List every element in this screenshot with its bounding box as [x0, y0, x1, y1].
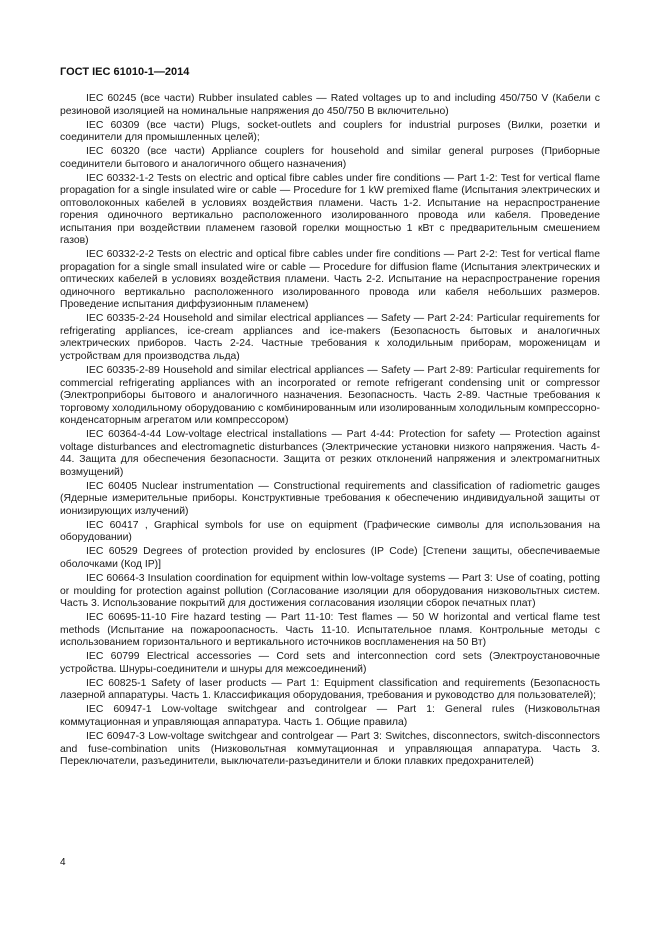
- reference-entry: IEC 60417 , Graphical symbols for use on equipment (Графические символы для использования на оборудовании): [60, 519, 600, 544]
- reference-entry: IEC 60332-1-2 Tests on electric and optical fibre cables under fire conditions — Part 1-2: Test for vertical flame propagation for a single insulated wire or cable — Procedure for 1 kW premixed flame (Испытания электрических и оптоволоконных кабелей в условиях воздействия пламени. Часть 1-2. Испытание на нераспространение горения одиночного вертикально расположенного изолированного провода или кабеля. Проведение испытания при воздействии пламенем газовой горелки мощностью 1 кВт с предварительным смешением газов): [60, 172, 600, 247]
- reference-entry: IEC 60309 (все части) Plugs, socket-outlets and couplers for industrial purposes (Вилки, розетки и соединители для промышленных целей);: [60, 119, 600, 144]
- reference-entry: IEC 60405 Nuclear instrumentation — Constructional requirements and classification of radiometric gauges (Ядерные измерительные приборы. Конструктивные требования к обеспечению индивидуальной защиты от ионизирующих излучений): [60, 480, 600, 517]
- reference-entry: IEC 60332-2-2 Tests on electric and optical fibre cables under fire conditions — Part 2-2: Test for vertical flame propagation for a single small insulated wire or cable — Procedure for diffusion flame (Испытания электрических и оптических кабелей в условиях воздействия пламени. Часть 2-2. Испытание на нераспространение горения одиночного вертикально расположенного изолированного провода или кабеля небольших размеров. Проведение испытания диффузионным пламенем): [60, 249, 600, 311]
- reference-entry: IEC 60664-3 Insulation coordination for equipment within low-voltage systems — Part 3: Use of coating, potting or moulding for protection against pollution (Согласование изоляции для оборудования низковольтных систем. Часть 3. Использование покрытий для достижения согласования изоляции сборок печатных плат): [60, 573, 600, 610]
- reference-entry: IEC 60825-1 Safety of laser products — Part 1: Equipment classification and requirements (Безопасность лазерной аппаратуры. Часть 1. Классификация оборудования, требования и руководство для пользователей);: [60, 677, 600, 702]
- reference-entry: IEC 60947-3 Low-voltage switchgear and controlgear — Part 3: Switches, disconnectors, switch-disconnectors and fuse-combination units (Низковольтная коммутационная и управляющая аппаратура. Часть 3. Переключатели, разъединители, выключатели-разъединители и блоки плавких предохранителей): [60, 731, 600, 767]
- reference-entry: IEC 60245 (все части) Rubber insulated cables — Rated voltages up to and including 450/750 V (Кабели с резиновой изоляцией на номинальные напряжения до 450/750 В включительно): [60, 93, 600, 117]
- reference-entry: IEC 60335-2-24 Household and similar electrical appliances — Safety — Part 2-24: Particular requirements for refrigerating appliances, ice-cream appliances and ice-makers (Безопасность бытовых и аналогичных электрических приборов. Часть 2-24. Частные требования к холодильным приборам, мороженицам и устройствам для производства льда): [60, 313, 600, 362]
- reference-entry: IEC 60799 Electrical accessories — Cord sets and interconnection cord sets (Электроустановочные устройства. Шнуры-соединители и шнуры для межсоединений): [60, 651, 600, 675]
- reference-entry: IEC 60364-4-44 Low-voltage electrical installations — Part 4-44: Protection for safety — Protection against voltage disturbances and electromagnetic disturbances (Электрические установки низкого напряжения. Часть 4-44. Защита для обеспечения безопасности. Защита от резких отклонений напряжения и электромагнитных возмущений): [60, 429, 600, 478]
- reference-entry: IEC 60320 (все части) Appliance couplers for household and similar general purposes (Приборные соединители бытового и аналогичного общего назначения): [60, 146, 600, 170]
- page-number: 4: [60, 857, 66, 868]
- reference-entry: IEC 60947-1 Low-voltage switchgear and controlgear — Part 1: General rules (Низковольтная коммутационная и управляющая аппаратура. Часть 1. Общие правила): [60, 704, 600, 728]
- reference-entry: IEC 60695-11-10 Fire hazard testing — Part 11-10: Test flames — 50 W horizontal and vertical flame test methods (Испытание на пожароопасность. Часть 11-10. Испытательное пламя. Контрольные методы с использованием горизонтального и вертикального источников воспламенения на 50 Вт): [60, 612, 600, 649]
- normative-references-list: [60, 93, 600, 770]
- reference-entry: IEC 60335-2-89 Household and similar electrical appliances — Safety — Part 2-89: Particular requirements for commercial refrigerating appliances with an incorporated or remote refrigerant condensing unit or compressor (Электроприборы бытового и аналогичного назначения. Безопасность. Часть 2-89. Частные требования к торговому холодильному оборудованию с комбинированным или изолированным холодильным компрессорно-конденсаторным агрегатом или компрессором): [60, 365, 600, 427]
- reference-entry: IEC 60529 Degrees of protection provided by enclosures (IP Code) [Степени защиты, обеспечиваемые оболочками (Код IP)]: [60, 546, 600, 570]
- page-header-title: ГОСТ IEC 61010-1—2014: [60, 66, 190, 78]
